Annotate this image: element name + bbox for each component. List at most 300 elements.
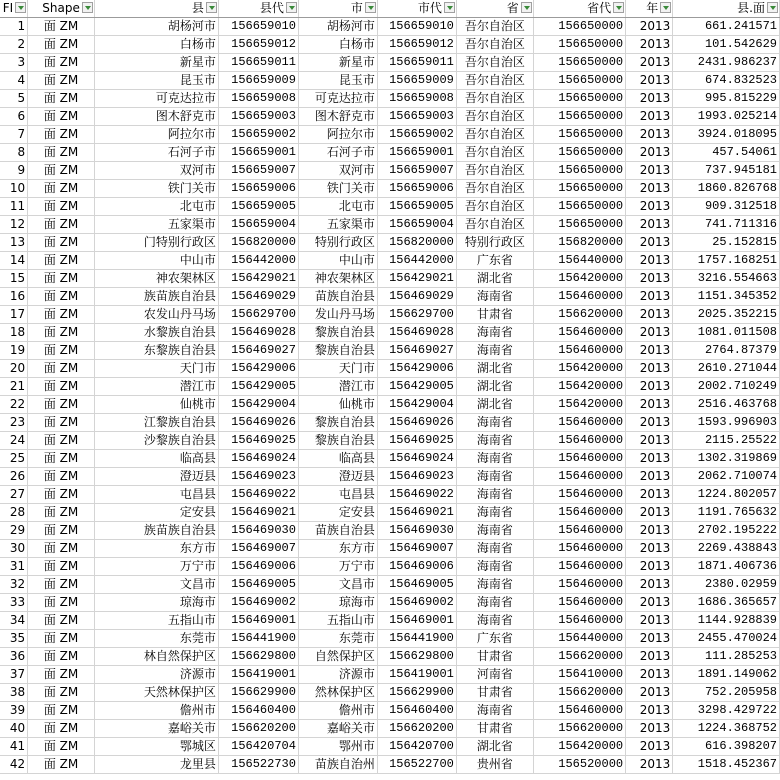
county-cell[interactable]: 中山市 <box>94 252 218 270</box>
city-code-cell[interactable]: 156469028 <box>377 324 456 342</box>
county-code-cell[interactable]: 156469026 <box>218 414 298 432</box>
area-cell[interactable]: 2025.352215 <box>673 306 780 324</box>
fid-cell[interactable]: 7 <box>0 126 28 144</box>
city-cell[interactable]: 仙桃市 <box>298 396 377 414</box>
city-code-cell[interactable]: 156629700 <box>377 306 456 324</box>
city-code-cell[interactable]: 156460400 <box>377 702 456 720</box>
area-cell[interactable]: 1871.406736 <box>673 558 780 576</box>
county-code-cell[interactable]: 156469023 <box>218 468 298 486</box>
county-code-cell[interactable]: 156469022 <box>218 486 298 504</box>
shape-cell[interactable]: 面 ZM <box>28 576 95 594</box>
city-cell[interactable]: 昆玉市 <box>298 72 377 90</box>
filter-dropdown-icon[interactable] <box>286 2 297 13</box>
county-cell[interactable]: 定安县 <box>94 504 218 522</box>
county-cell[interactable]: 胡杨河市 <box>94 18 218 36</box>
column-header-province[interactable] <box>456 0 533 18</box>
year-cell[interactable]: 2013 <box>626 18 673 36</box>
province-code-cell[interactable]: 156460000 <box>533 594 625 612</box>
province-cell[interactable]: 河南省 <box>456 666 533 684</box>
table-row[interactable] <box>0 36 780 54</box>
county-code-cell[interactable]: 156469021 <box>218 504 298 522</box>
shape-cell[interactable]: 面 ZM <box>28 144 95 162</box>
province-code-cell[interactable]: 156650000 <box>533 216 625 234</box>
fid-cell[interactable]: 17 <box>0 306 28 324</box>
year-cell[interactable]: 2013 <box>626 162 673 180</box>
city-cell[interactable]: 黎族自治县 <box>298 432 377 450</box>
shape-cell[interactable]: 面 ZM <box>28 702 95 720</box>
year-cell[interactable]: 2013 <box>626 612 673 630</box>
year-cell[interactable]: 2013 <box>626 702 673 720</box>
shape-cell[interactable]: 面 ZM <box>28 90 95 108</box>
county-code-cell[interactable]: 156659010 <box>218 18 298 36</box>
fid-cell[interactable]: 11 <box>0 198 28 216</box>
province-code-cell[interactable]: 156650000 <box>533 108 625 126</box>
city-code-cell[interactable]: 156469027 <box>377 342 456 360</box>
fid-cell[interactable]: 1 <box>0 18 28 36</box>
year-cell[interactable]: 2013 <box>626 396 673 414</box>
county-code-cell[interactable]: 156420704 <box>218 738 298 756</box>
year-cell[interactable]: 2013 <box>626 558 673 576</box>
province-code-cell[interactable]: 156420000 <box>533 738 625 756</box>
province-code-cell[interactable]: 156650000 <box>533 18 625 36</box>
filter-dropdown-icon[interactable] <box>767 2 778 13</box>
table-row[interactable] <box>0 306 780 324</box>
table-row[interactable] <box>0 234 780 252</box>
county-code-cell[interactable]: 156659002 <box>218 126 298 144</box>
table-row[interactable] <box>0 468 780 486</box>
table-row[interactable] <box>0 18 780 36</box>
fid-cell[interactable]: 36 <box>0 648 28 666</box>
city-code-cell[interactable]: 156469022 <box>377 486 456 504</box>
table-row[interactable] <box>0 612 780 630</box>
city-cell[interactable]: 苗族自治县 <box>298 288 377 306</box>
city-code-cell[interactable]: 156659006 <box>377 180 456 198</box>
province-code-cell[interactable]: 156440000 <box>533 630 625 648</box>
table-row[interactable] <box>0 198 780 216</box>
fid-cell[interactable]: 30 <box>0 540 28 558</box>
county-cell[interactable]: 神农架林区 <box>94 270 218 288</box>
area-cell[interactable]: 2516.463768 <box>673 396 780 414</box>
area-cell[interactable]: 1757.168251 <box>673 252 780 270</box>
province-cell[interactable]: 海南省 <box>456 324 533 342</box>
province-code-cell[interactable]: 156460000 <box>533 288 625 306</box>
city-cell[interactable]: 临高县 <box>298 450 377 468</box>
fid-cell[interactable]: 16 <box>0 288 28 306</box>
shape-cell[interactable]: 面 ZM <box>28 216 95 234</box>
fid-cell[interactable]: 27 <box>0 486 28 504</box>
city-code-cell[interactable]: 156469021 <box>377 504 456 522</box>
province-code-cell[interactable]: 156460000 <box>533 612 625 630</box>
county-code-cell[interactable]: 156659008 <box>218 90 298 108</box>
county-code-cell[interactable]: 156659005 <box>218 198 298 216</box>
area-cell[interactable]: 2702.195222 <box>673 522 780 540</box>
city-code-cell[interactable]: 156659009 <box>377 72 456 90</box>
city-cell[interactable]: 图木舒克市 <box>298 108 377 126</box>
year-cell[interactable]: 2013 <box>626 126 673 144</box>
area-cell[interactable]: 661.241571 <box>673 18 780 36</box>
filter-dropdown-icon[interactable] <box>365 2 376 13</box>
area-cell[interactable]: 3924.018095 <box>673 126 780 144</box>
year-cell[interactable]: 2013 <box>626 684 673 702</box>
shape-cell[interactable]: 面 ZM <box>28 108 95 126</box>
county-cell[interactable]: 龙里县 <box>94 756 218 774</box>
year-cell[interactable]: 2013 <box>626 54 673 72</box>
fid-cell[interactable]: 25 <box>0 450 28 468</box>
table-row[interactable] <box>0 648 780 666</box>
province-code-cell[interactable]: 156650000 <box>533 162 625 180</box>
county-cell[interactable]: 图木舒克市 <box>94 108 218 126</box>
city-code-cell[interactable]: 156441900 <box>377 630 456 648</box>
county-cell[interactable]: 东莞市 <box>94 630 218 648</box>
table-row[interactable] <box>0 72 780 90</box>
city-cell[interactable]: 中山市 <box>298 252 377 270</box>
province-cell[interactable]: 广东省 <box>456 252 533 270</box>
area-cell[interactable]: 111.285253 <box>673 648 780 666</box>
fid-cell[interactable]: 3 <box>0 54 28 72</box>
county-code-cell[interactable]: 156469028 <box>218 324 298 342</box>
area-cell[interactable]: 741.711316 <box>673 216 780 234</box>
table-row[interactable] <box>0 630 780 648</box>
year-cell[interactable]: 2013 <box>626 504 673 522</box>
table-row[interactable] <box>0 486 780 504</box>
county-cell[interactable]: 万宁市 <box>94 558 218 576</box>
county-cell[interactable]: 可克达拉市 <box>94 90 218 108</box>
shape-cell[interactable]: 面 ZM <box>28 450 95 468</box>
city-cell[interactable]: 屯昌县 <box>298 486 377 504</box>
shape-cell[interactable]: 面 ZM <box>28 18 95 36</box>
year-cell[interactable]: 2013 <box>626 738 673 756</box>
city-cell[interactable]: 发山丹马场 <box>298 306 377 324</box>
province-code-cell[interactable]: 156420000 <box>533 360 625 378</box>
table-row[interactable] <box>0 756 780 774</box>
province-cell[interactable]: 吾尔自治区 <box>456 162 533 180</box>
province-code-cell[interactable]: 156650000 <box>533 126 625 144</box>
city-cell[interactable]: 铁门关市 <box>298 180 377 198</box>
province-code-cell[interactable]: 156460000 <box>533 450 625 468</box>
fid-cell[interactable]: 33 <box>0 594 28 612</box>
county-code-cell[interactable]: 156659007 <box>218 162 298 180</box>
province-code-cell[interactable]: 156650000 <box>533 198 625 216</box>
area-cell[interactable]: 3216.554663 <box>673 270 780 288</box>
city-cell[interactable]: 阿拉尔市 <box>298 126 377 144</box>
county-code-cell[interactable]: 156469005 <box>218 576 298 594</box>
city-code-cell[interactable]: 156469029 <box>377 288 456 306</box>
column-header-province-code[interactable] <box>533 0 625 18</box>
county-cell[interactable]: 新星市 <box>94 54 218 72</box>
county-code-cell[interactable]: 156659012 <box>218 36 298 54</box>
fid-cell[interactable]: 20 <box>0 360 28 378</box>
province-cell[interactable]: 海南省 <box>456 414 533 432</box>
city-cell[interactable]: 济源市 <box>298 666 377 684</box>
table-row[interactable] <box>0 360 780 378</box>
shape-cell[interactable]: 面 ZM <box>28 630 95 648</box>
province-code-cell[interactable]: 156420000 <box>533 396 625 414</box>
column-header-county-area[interactable] <box>673 0 780 18</box>
city-cell[interactable]: 可克达拉市 <box>298 90 377 108</box>
city-code-cell[interactable]: 156659011 <box>377 54 456 72</box>
province-cell[interactable]: 湖北省 <box>456 360 533 378</box>
filter-dropdown-icon[interactable] <box>444 2 455 13</box>
column-header-shape[interactable] <box>28 0 95 18</box>
table-row[interactable] <box>0 540 780 558</box>
county-code-cell[interactable]: 156469006 <box>218 558 298 576</box>
year-cell[interactable]: 2013 <box>626 720 673 738</box>
fid-cell[interactable]: 22 <box>0 396 28 414</box>
province-cell[interactable]: 海南省 <box>456 486 533 504</box>
fid-cell[interactable]: 2 <box>0 36 28 54</box>
table-row[interactable] <box>0 162 780 180</box>
province-code-cell[interactable]: 156620000 <box>533 306 625 324</box>
city-code-cell[interactable]: 156429005 <box>377 378 456 396</box>
year-cell[interactable]: 2013 <box>626 36 673 54</box>
column-header-county[interactable] <box>94 0 218 18</box>
area-cell[interactable]: 1224.368752 <box>673 720 780 738</box>
area-cell[interactable]: 2002.710249 <box>673 378 780 396</box>
province-code-cell[interactable]: 156410000 <box>533 666 625 684</box>
province-cell[interactable]: 湖北省 <box>456 378 533 396</box>
province-code-cell[interactable]: 156460000 <box>533 432 625 450</box>
county-code-cell[interactable]: 156429005 <box>218 378 298 396</box>
area-cell[interactable]: 2764.87379 <box>673 342 780 360</box>
city-cell[interactable]: 黎族自治县 <box>298 324 377 342</box>
fid-cell[interactable]: 24 <box>0 432 28 450</box>
fid-cell[interactable]: 4 <box>0 72 28 90</box>
area-cell[interactable]: 2062.710074 <box>673 468 780 486</box>
year-cell[interactable]: 2013 <box>626 594 673 612</box>
province-cell[interactable]: 广东省 <box>456 630 533 648</box>
city-cell[interactable]: 琼海市 <box>298 594 377 612</box>
shape-cell[interactable]: 面 ZM <box>28 666 95 684</box>
year-cell[interactable]: 2013 <box>626 432 673 450</box>
city-cell[interactable]: 黎族自治县 <box>298 414 377 432</box>
column-header-year[interactable] <box>626 0 673 18</box>
table-row[interactable] <box>0 180 780 198</box>
city-cell[interactable]: 五家渠市 <box>298 216 377 234</box>
year-cell[interactable]: 2013 <box>626 144 673 162</box>
county-code-cell[interactable]: 156469027 <box>218 342 298 360</box>
year-cell[interactable]: 2013 <box>626 648 673 666</box>
city-cell[interactable]: 自然保护区 <box>298 648 377 666</box>
fid-cell[interactable]: 6 <box>0 108 28 126</box>
city-cell[interactable]: 万宁市 <box>298 558 377 576</box>
county-code-cell[interactable]: 156469002 <box>218 594 298 612</box>
table-row[interactable] <box>0 288 780 306</box>
table-row[interactable] <box>0 414 780 432</box>
city-cell[interactable]: 嘉峪关市 <box>298 720 377 738</box>
county-code-cell[interactable]: 156469025 <box>218 432 298 450</box>
city-cell[interactable]: 东方市 <box>298 540 377 558</box>
shape-cell[interactable]: 面 ZM <box>28 612 95 630</box>
province-cell[interactable]: 海南省 <box>456 432 533 450</box>
shape-cell[interactable]: 面 ZM <box>28 594 95 612</box>
county-cell[interactable]: 沙黎族自治县 <box>94 432 218 450</box>
table-row[interactable] <box>0 432 780 450</box>
filter-dropdown-icon[interactable] <box>660 2 671 13</box>
province-cell[interactable]: 海南省 <box>456 594 533 612</box>
province-code-cell[interactable]: 156620000 <box>533 720 625 738</box>
county-cell[interactable]: 屯昌县 <box>94 486 218 504</box>
province-code-cell[interactable]: 156440000 <box>533 252 625 270</box>
year-cell[interactable]: 2013 <box>626 324 673 342</box>
area-cell[interactable]: 2380.02959 <box>673 576 780 594</box>
province-cell[interactable]: 特别行政区 <box>456 234 533 252</box>
county-cell[interactable]: 族苗族自治县 <box>94 288 218 306</box>
fid-cell[interactable]: 10 <box>0 180 28 198</box>
county-cell[interactable]: 石河子市 <box>94 144 218 162</box>
province-code-cell[interactable]: 156650000 <box>533 72 625 90</box>
city-code-cell[interactable]: 156659002 <box>377 126 456 144</box>
table-row[interactable] <box>0 594 780 612</box>
province-code-cell[interactable]: 156460000 <box>533 576 625 594</box>
filter-dropdown-icon[interactable] <box>613 2 624 13</box>
year-cell[interactable]: 2013 <box>626 180 673 198</box>
table-row[interactable] <box>0 54 780 72</box>
city-cell[interactable]: 特别行政区 <box>298 234 377 252</box>
shape-cell[interactable]: 面 ZM <box>28 522 95 540</box>
fid-cell[interactable]: 42 <box>0 756 28 774</box>
shape-cell[interactable]: 面 ZM <box>28 234 95 252</box>
year-cell[interactable]: 2013 <box>626 486 673 504</box>
area-cell[interactable]: 1686.365657 <box>673 594 780 612</box>
city-cell[interactable]: 胡杨河市 <box>298 18 377 36</box>
area-cell[interactable]: 1144.928839 <box>673 612 780 630</box>
county-cell[interactable]: 文昌市 <box>94 576 218 594</box>
province-cell[interactable]: 吾尔自治区 <box>456 144 533 162</box>
province-cell[interactable]: 甘肃省 <box>456 720 533 738</box>
fid-cell[interactable]: 23 <box>0 414 28 432</box>
area-cell[interactable]: 1891.149062 <box>673 666 780 684</box>
fid-cell[interactable]: 26 <box>0 468 28 486</box>
city-code-cell[interactable]: 156659001 <box>377 144 456 162</box>
year-cell[interactable]: 2013 <box>626 252 673 270</box>
county-cell[interactable]: 五家渠市 <box>94 216 218 234</box>
province-code-cell[interactable]: 156520000 <box>533 756 625 774</box>
county-cell[interactable]: 北屯市 <box>94 198 218 216</box>
province-cell[interactable]: 海南省 <box>456 522 533 540</box>
fid-cell[interactable]: 32 <box>0 576 28 594</box>
province-cell[interactable]: 吾尔自治区 <box>456 216 533 234</box>
city-code-cell[interactable]: 156659007 <box>377 162 456 180</box>
table-row[interactable] <box>0 342 780 360</box>
city-code-cell[interactable]: 156469006 <box>377 558 456 576</box>
city-code-cell[interactable]: 156629800 <box>377 648 456 666</box>
province-code-cell[interactable]: 156650000 <box>533 54 625 72</box>
province-code-cell[interactable]: 156460000 <box>533 702 625 720</box>
fid-cell[interactable]: 34 <box>0 612 28 630</box>
city-code-cell[interactable]: 156820000 <box>377 234 456 252</box>
fid-cell[interactable]: 19 <box>0 342 28 360</box>
area-cell[interactable]: 2431.986237 <box>673 54 780 72</box>
province-cell[interactable]: 吾尔自治区 <box>456 54 533 72</box>
county-code-cell[interactable]: 156659004 <box>218 216 298 234</box>
table-row[interactable] <box>0 558 780 576</box>
province-cell[interactable]: 吾尔自治区 <box>456 18 533 36</box>
area-cell[interactable]: 2269.438843 <box>673 540 780 558</box>
year-cell[interactable]: 2013 <box>626 756 673 774</box>
table-row[interactable] <box>0 738 780 756</box>
column-header-fid[interactable] <box>0 0 28 18</box>
province-cell[interactable]: 吾尔自治区 <box>456 90 533 108</box>
county-cell[interactable]: 济源市 <box>94 666 218 684</box>
province-code-cell[interactable]: 156650000 <box>533 144 625 162</box>
area-cell[interactable]: 1993.025214 <box>673 108 780 126</box>
shape-cell[interactable]: 面 ZM <box>28 378 95 396</box>
province-cell[interactable]: 吾尔自治区 <box>456 126 533 144</box>
filter-dropdown-icon[interactable] <box>15 2 26 13</box>
county-cell[interactable]: 水黎族自治县 <box>94 324 218 342</box>
county-code-cell[interactable]: 156469029 <box>218 288 298 306</box>
year-cell[interactable]: 2013 <box>626 342 673 360</box>
fid-cell[interactable]: 8 <box>0 144 28 162</box>
city-cell[interactable]: 新星市 <box>298 54 377 72</box>
province-code-cell[interactable]: 156460000 <box>533 558 625 576</box>
table-row[interactable] <box>0 324 780 342</box>
area-cell[interactable]: 1302.319869 <box>673 450 780 468</box>
province-code-cell[interactable]: 156620000 <box>533 684 625 702</box>
fid-cell[interactable]: 13 <box>0 234 28 252</box>
area-cell[interactable]: 101.542629 <box>673 36 780 54</box>
county-cell[interactable]: 临高县 <box>94 450 218 468</box>
shape-cell[interactable]: 面 ZM <box>28 396 95 414</box>
city-cell[interactable]: 双河市 <box>298 162 377 180</box>
shape-cell[interactable]: 面 ZM <box>28 252 95 270</box>
fid-cell[interactable]: 12 <box>0 216 28 234</box>
city-cell[interactable]: 文昌市 <box>298 576 377 594</box>
province-code-cell[interactable]: 156460000 <box>533 342 625 360</box>
city-cell[interactable]: 天门市 <box>298 360 377 378</box>
county-code-cell[interactable]: 156629700 <box>218 306 298 324</box>
county-code-cell[interactable]: 156659003 <box>218 108 298 126</box>
fid-cell[interactable]: 37 <box>0 666 28 684</box>
fid-cell[interactable]: 14 <box>0 252 28 270</box>
county-cell[interactable]: 嘉峪关市 <box>94 720 218 738</box>
county-code-cell[interactable]: 156460400 <box>218 702 298 720</box>
city-cell[interactable]: 澄迈县 <box>298 468 377 486</box>
shape-cell[interactable]: 面 ZM <box>28 288 95 306</box>
year-cell[interactable]: 2013 <box>626 306 673 324</box>
fid-cell[interactable]: 40 <box>0 720 28 738</box>
area-cell[interactable]: 1081.011508 <box>673 324 780 342</box>
area-cell[interactable]: 2610.271044 <box>673 360 780 378</box>
area-cell[interactable]: 1151.345352 <box>673 288 780 306</box>
city-code-cell[interactable]: 156659005 <box>377 198 456 216</box>
province-cell[interactable]: 甘肃省 <box>456 306 533 324</box>
province-cell[interactable]: 湖北省 <box>456 270 533 288</box>
city-code-cell[interactable]: 156469007 <box>377 540 456 558</box>
filter-dropdown-icon[interactable] <box>206 2 217 13</box>
shape-cell[interactable]: 面 ZM <box>28 342 95 360</box>
table-row[interactable] <box>0 504 780 522</box>
table-row[interactable] <box>0 144 780 162</box>
city-code-cell[interactable]: 156629900 <box>377 684 456 702</box>
county-cell[interactable]: 五指山市 <box>94 612 218 630</box>
city-code-cell[interactable]: 156429004 <box>377 396 456 414</box>
year-cell[interactable]: 2013 <box>626 576 673 594</box>
city-cell[interactable]: 东莞市 <box>298 630 377 648</box>
table-row[interactable] <box>0 252 780 270</box>
shape-cell[interactable]: 面 ZM <box>28 432 95 450</box>
county-code-cell[interactable]: 156659011 <box>218 54 298 72</box>
county-cell[interactable]: 铁门关市 <box>94 180 218 198</box>
county-cell[interactable]: 天然林保护区 <box>94 684 218 702</box>
province-code-cell[interactable]: 156460000 <box>533 486 625 504</box>
year-cell[interactable]: 2013 <box>626 216 673 234</box>
province-cell[interactable]: 湖北省 <box>456 738 533 756</box>
city-cell[interactable]: 北屯市 <box>298 198 377 216</box>
fid-cell[interactable]: 21 <box>0 378 28 396</box>
province-code-cell[interactable]: 156420000 <box>533 378 625 396</box>
shape-cell[interactable]: 面 ZM <box>28 486 95 504</box>
